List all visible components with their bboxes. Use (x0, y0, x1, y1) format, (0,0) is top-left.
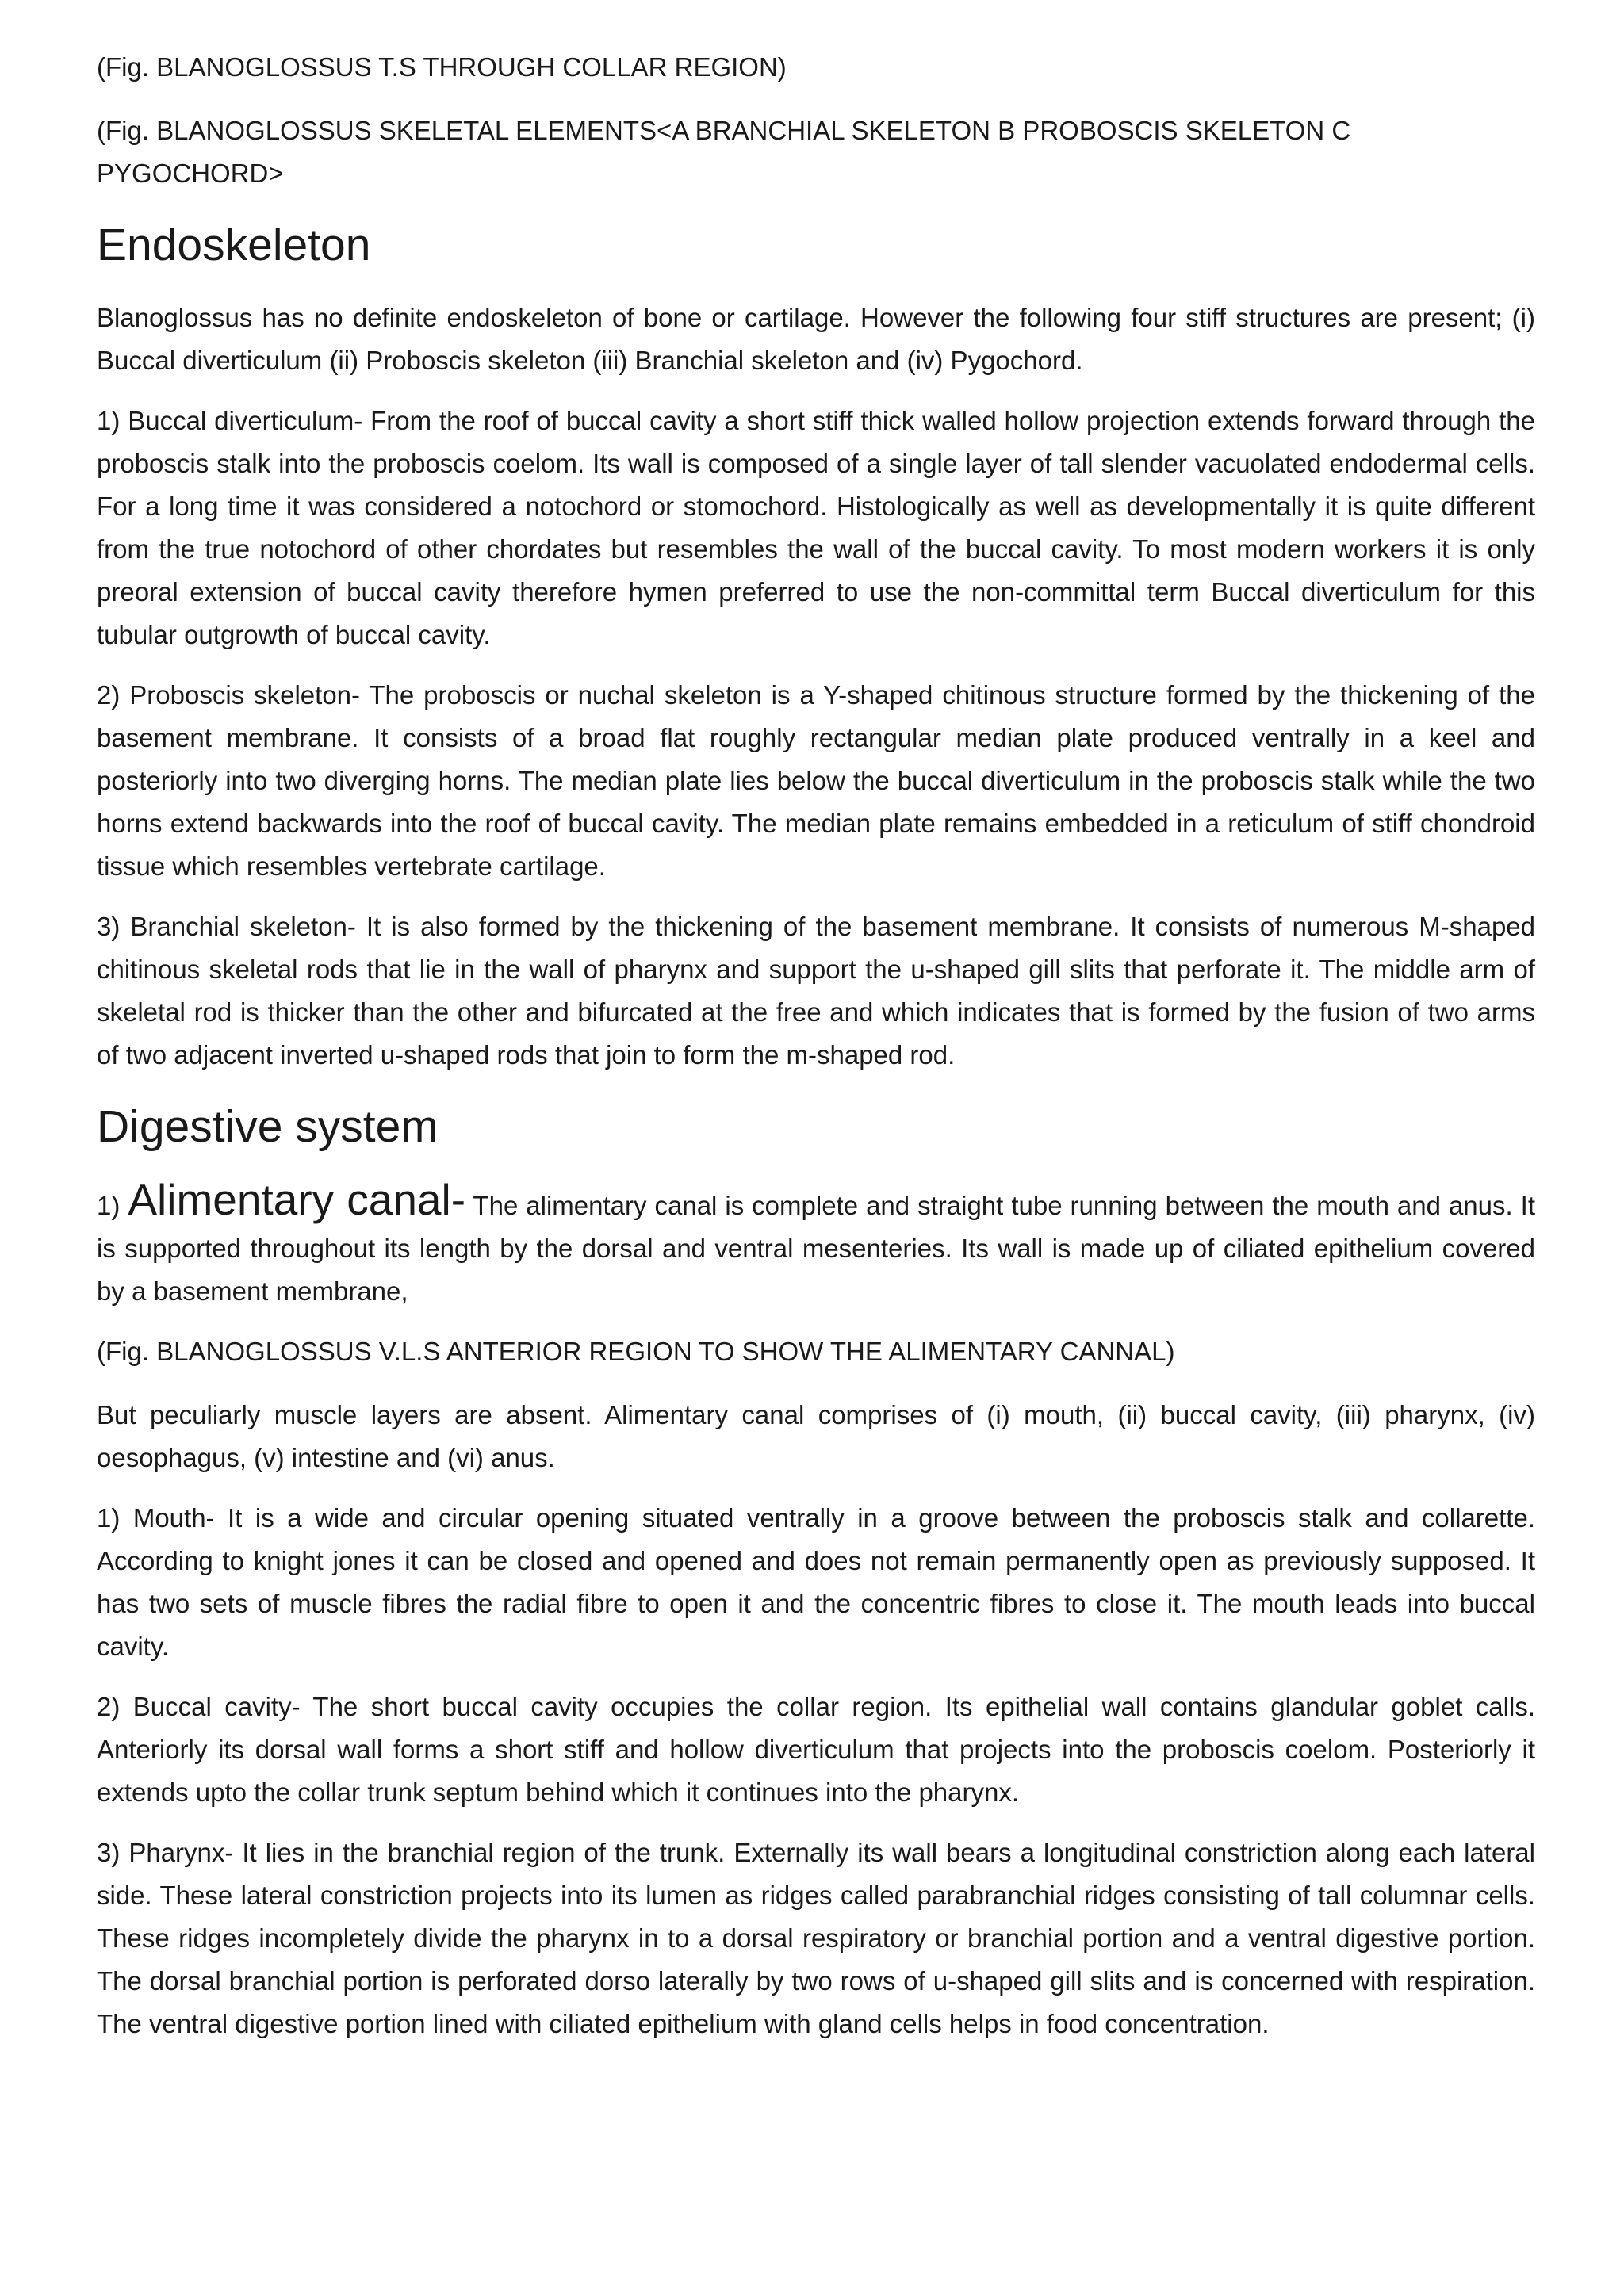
alimentary-canal-text: The alimentary canal is complete and straight tube running between the mouth and anus. It is supported throughout its length by the dorsal and ventral mesenteries. Its wall is made up of ciliated epithelium covered by a basement membrane, (97, 1191, 1535, 1306)
paragraph-endoskeleton-intro: Blanoglossus has no definite endoskeleton of bone or cartilage. However the following four stiff structures are present; (i) Buccal diverticulum (ii) Proboscis skeleton (iii) Branchial skeleton and (iv) Pygochord. (97, 303, 1535, 375)
figure-caption-collar: (Fig. BLANOGLOSSUS T.S THROUGH COLLAR REGION) (97, 52, 787, 82)
paragraph-buccal-diverticulum: 1) Buccal diverticulum- From the roof of buccal cavity a short stiff thick walled hollow projection extends forward through the proboscis stalk into the proboscis coelom. Its wall is composed of a single layer of tall slender vacuolated endodermal cells. For a long time it was considered a notochord or stomochord. Histologically as well as developmentally it is quite different from the true notochord of other chordates but resembles the wall of the buccal cavity. To most modern workers it is only preoral extension of buccal cavity therefore hymen preferred to use the non-committal term Buccal diverticulum for this tubular outgrowth of buccal cavity. (97, 406, 1535, 649)
figure-caption-alimentary: (Fig. BLANOGLOSSUS V.L.S ANTERIOR REGION TO SHOW THE ALIMENTARY CANNAL) (97, 1337, 1175, 1366)
paragraph-branchial-skeleton: 3) Branchial skeleton- It is also formed by the thickening of the basement membrane. It consists of numerous M-shaped chitinous skeletal rods that lie in the wall of pharynx and support the u-shaped gill slits that perforate it. The middle arm of skeletal rod is thicker than the other and bifurcated at the free and which indicates that is formed by the fusion of two arms of two adjacent inverted u-shaped rods that join to form the m-shaped rod. (97, 912, 1535, 1070)
alimentary-canal-number: 1) (97, 1191, 121, 1220)
paragraph-alimentary-canal (97, 1175, 1535, 1313)
paragraph-mouth: 1) Mouth- It is a wide and circular opening situated ventrally in a groove between the proboscis stalk and collarette. According to knight jones it can be closed and opened and does not remain permanently open as previously supposed. It has two sets of muscle fibres the radial fibre to open it and the concentric fibres to close it. The mouth leads into buccal cavity. (97, 1503, 1535, 1661)
paragraph-proboscis-skeleton: 2) Proboscis skeleton- The proboscis or nuchal skeleton is a Y-shaped chitinous structure formed by the thickening of the basement membrane. It consists of a broad flat roughly rectangular median plate produced ventrally in a keel and posteriorly into two diverging horns. The median plate lies below the buccal diverticulum in the proboscis stalk while the two horns extend backwards into the roof of buccal cavity. The median plate remains embedded in a reticulum of stiff chondroid tissue which resembles vertebrate cartilage. (97, 680, 1535, 881)
section-heading-digestive-system: Digestive system (97, 1101, 439, 1152)
paragraph-buccal-cavity: 2) Buccal cavity- The short buccal cavity occupies the collar region. Its epithelial wall contains glandular goblet calls. Anteriorly its dorsal wall forms a short stiff and hollow diverticulum that projects into the proboscis coelom. Posteriorly it extends upto the collar trunk septum behind which it continues into the pharynx. (97, 1692, 1535, 1807)
alimentary-canal-heading: Alimentary canal- (128, 1175, 466, 1224)
paragraph-muscle-layers: But peculiarly muscle layers are absent. Alimentary canal comprises of (i) mouth, (ii) buccal cavity, (iii) pharynx, (iv) oesophagus, (v) intestine and (vi) anus. (97, 1400, 1535, 1472)
figure-caption-skeletal: (Fig. BLANOGLOSSUS SKELETAL ELEMENTS<A BRANCHIAL SKELETON B PROBOSCIS SKELETON C PYGOCHORD> (97, 116, 1351, 188)
paragraph-pharynx: 3) Pharynx- It lies in the branchial region of the trunk. Externally its wall bears a longitudinal constriction along each lateral side. These lateral constriction projects into its lumen as ridges called parabranchial ridges consisting of tall columnar cells. These ridges incompletely divide the pharynx in to a dorsal respiratory or branchial portion and a ventral digestive portion. The dorsal branchial portion is perforated dorso laterally by two rows of u-shaped gill slits and is concerned with respiration. The ventral digestive portion lined with ciliated epithelium with gland cells helps in food concentration. (97, 1838, 1535, 2038)
section-heading-endoskeleton: Endoskeleton (97, 220, 371, 270)
